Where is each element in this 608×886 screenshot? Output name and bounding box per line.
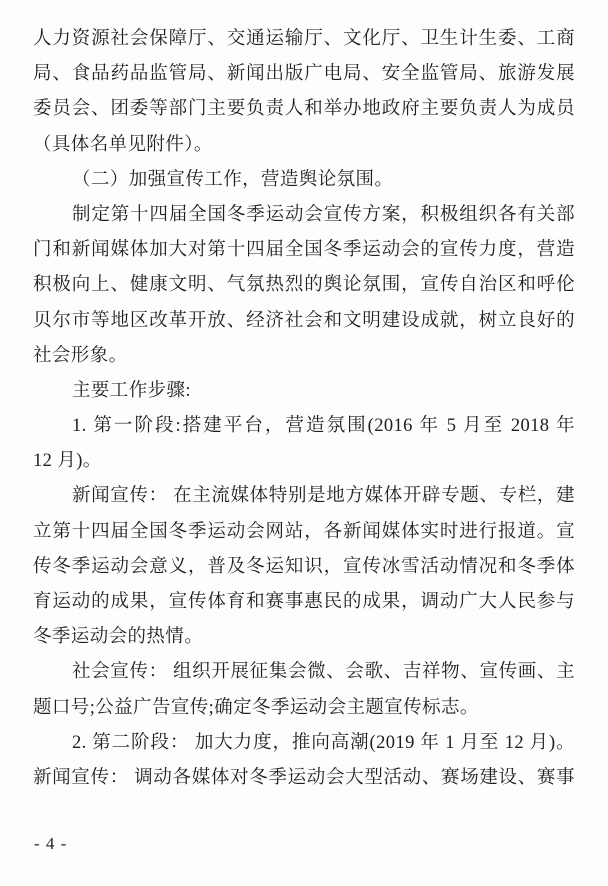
document-lines	[33, 22, 575, 796]
text-line: 1. 第一阶段:搭建平台，营造氛围(2016 年 5 月至 2018 年	[72, 416, 575, 437]
text-line: 育运动的成果，宣传体育和赛事惠民的成果，调动广大人民参与	[33, 592, 575, 612]
text-line: 制定第十四届全国冬季运动会宣传方案，积极组织各有关部	[72, 204, 575, 225]
text-line: 局、食品药品监管局、新闻出版广电局、安全监管局、旅游发展	[33, 64, 575, 85]
text-line: 主要工作步骤:	[72, 380, 191, 401]
text-line: （二）加强宣传工作，营造舆论氛围。	[72, 169, 394, 190]
text-line: 2. 第二阶段： 加大力度，推向高潮(2019 年 1 月至 12 月)。	[72, 732, 575, 753]
text-line: 社会形象。	[33, 345, 128, 366]
text-line: 委员会、团委等部门主要负责人和举办地政府主要负责人为成员	[33, 99, 575, 120]
text-line: 积极向上、健康文明、气氛热烈的舆论氛围，宣传自治区和呼伦	[33, 275, 575, 296]
text-line: 门和新闻媒体加大对第十四届全国冬季运动会的宣传力度，营造	[33, 240, 575, 261]
text-line: 题口号;公益广告宣传;确定冬季运动会主题宣传标志。	[33, 697, 479, 718]
text-line: 人力资源社会保障厅、交通运输厅、文化厅、卫生计生委、工商	[33, 29, 575, 49]
text-line: 贝尔市等地区改革开放、经济社会和文明建设成就，树立良好的	[33, 310, 575, 331]
text-line: （具体名单见附件）。	[33, 134, 213, 155]
text-line: 冬季运动会的热情。	[33, 627, 204, 648]
text-line: 社会宣传： 组织开展征集会微、会歌、吉祥物、宣传画、主	[72, 662, 575, 683]
text-line: 传冬季运动会意义，普及冬运知识，宣传冰雪活动情况和冬季体	[33, 556, 575, 577]
text-line: 新闻宣传： 调动各媒体对冬季运动会大型活动、赛场建设、赛事	[33, 767, 575, 788]
page-number: - 4 -	[34, 834, 68, 853]
text-line: 12 月)。	[33, 451, 102, 472]
text-line: 立第十四届全国冬季运动会网站，各新闻媒体实时进行报道。宣	[33, 521, 575, 542]
text-line: 新闻宣传： 在主流媒体特别是地方媒体开辟专题、专栏，建	[72, 486, 575, 507]
